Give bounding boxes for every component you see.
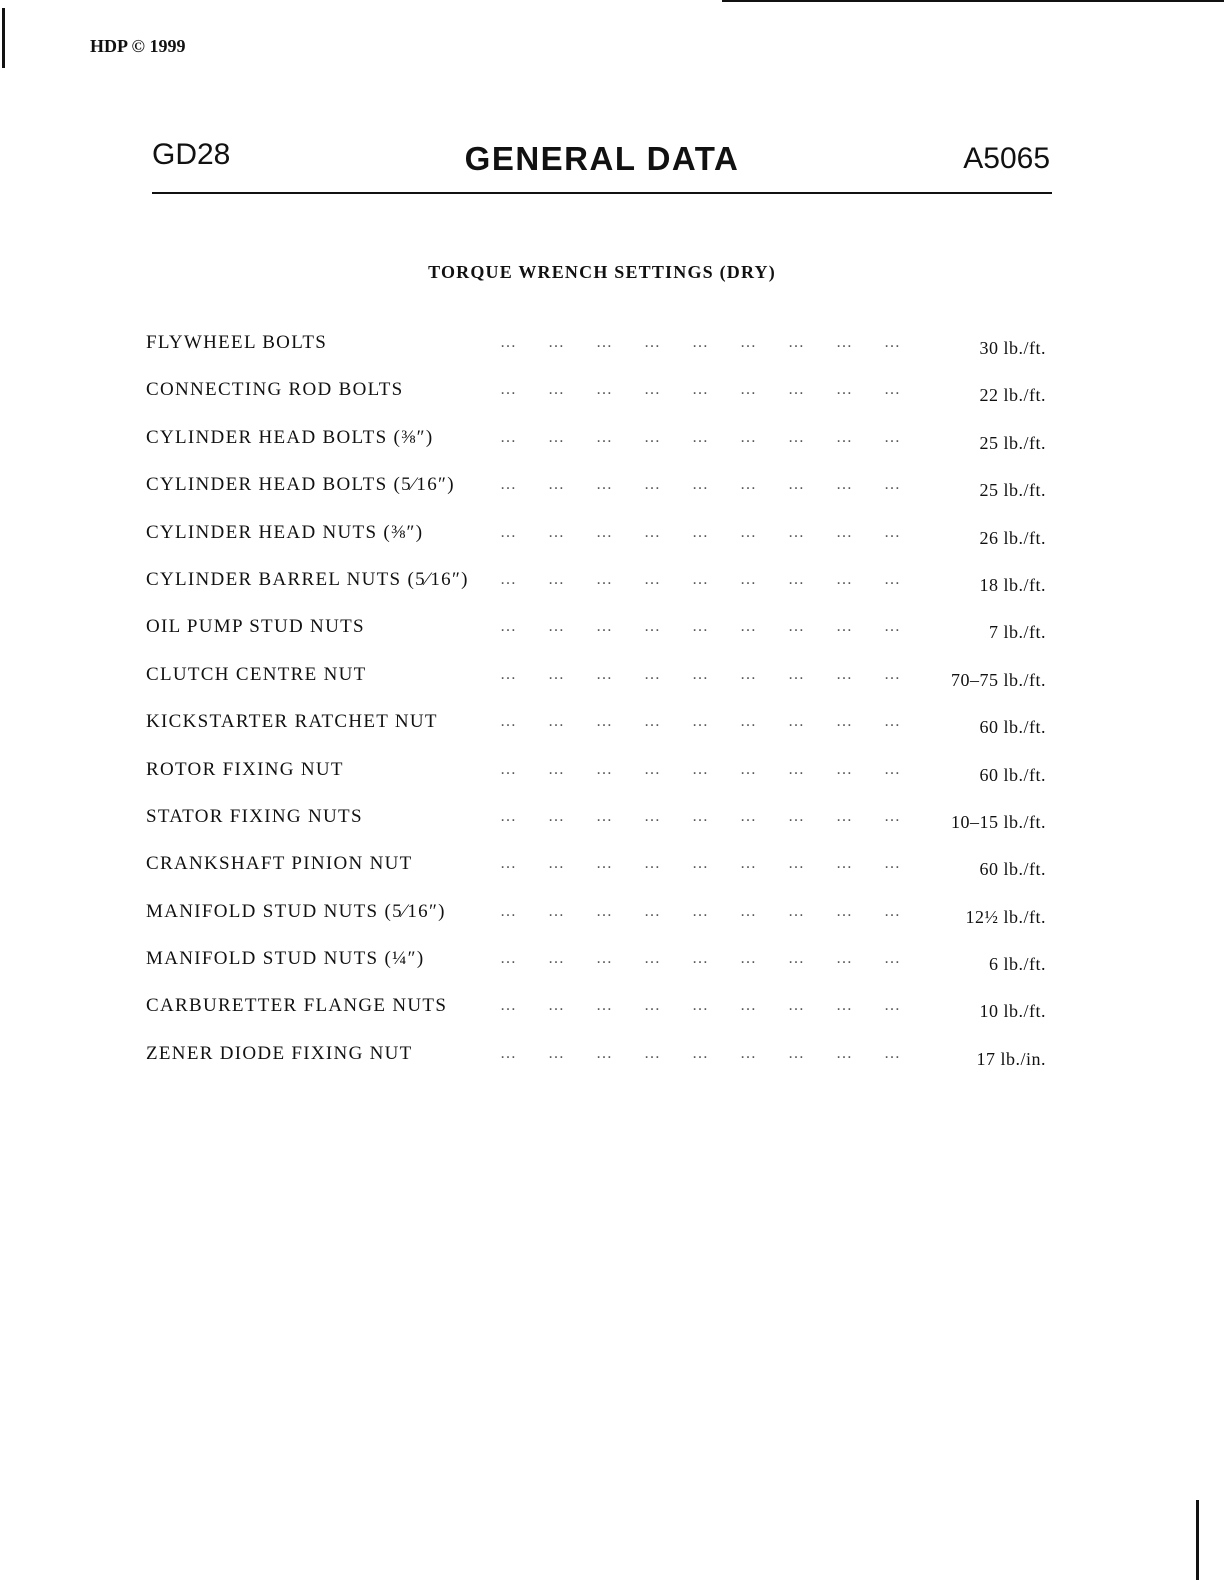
leader-dots: … … … … … … … … … [500,618,900,636]
item-value: 17 lb./in. [976,1048,1046,1069]
item-label: OIL PUMP STUD NUTS [146,616,365,638]
list-item [146,1039,1052,1086]
list-item [146,470,1052,517]
list-item [146,802,1052,849]
leader-dots: … … … … … … … … … [500,570,900,588]
scan-edge-mark-top-left [2,8,5,68]
copyright-notice: HDP © 1999 [90,36,186,56]
leader-dots: … … … … … … … … … [500,713,900,731]
item-value: 60 lb./ft. [979,717,1046,738]
section-code: GD28 [152,138,231,171]
list-item [146,375,1052,422]
list-item [146,328,1052,375]
scan-edge-mark-bottom-right [1196,1500,1199,1580]
leader-dots: … … … … … … … … … [500,428,900,446]
item-value: 70–75 lb./ft. [951,669,1046,690]
item-value: 6 lb./ft. [989,954,1046,975]
scan-edge-mark-top-right [722,0,1224,2]
item-value: 12½ lb./ft. [965,906,1046,927]
list-item [146,755,1052,802]
item-label: MANIFOLD STUD NUTS (5⁄16″) [146,900,446,922]
item-value: 18 lb./ft. [979,574,1046,595]
list-item [146,897,1052,944]
leader-dots: … … … … … … … … … [500,997,900,1015]
list-item [146,849,1052,896]
item-value: 10 lb./ft. [979,1001,1046,1022]
leader-dots: … … … … … … … … … [500,855,900,873]
list-item [146,944,1052,991]
leader-dots: … … … … … … … … … [500,476,900,494]
item-label: CARBURETTER FLANGE NUTS [146,995,448,1017]
item-label: MANIFOLD STUD NUTS (¼″) [146,948,425,970]
leader-dots: … … … … … … … … … [500,807,900,825]
list-item [146,612,1052,659]
leader-dots: … … … … … … … … … [500,902,900,920]
item-label: CYLINDER HEAD BOLTS (⅜″) [146,426,434,448]
list-item [146,565,1052,612]
leader-dots: … … … … … … … … … [500,1044,900,1062]
item-label: FLYWHEEL BOLTS [146,332,328,353]
item-label: CRANKSHAFT PINION NUT [146,853,413,875]
leader-dots: … … … … … … … … … [500,760,900,778]
section-title: TORQUE WRENCH SETTINGS (DRY) [428,262,776,282]
item-value: 26 lb./ft. [979,527,1046,548]
item-label: CONNECTING ROD BOLTS [146,379,404,401]
item-value: 25 lb./ft. [979,480,1046,501]
item-label: CYLINDER HEAD NUTS (⅜″) [146,521,424,543]
item-value: 7 lb./ft. [989,622,1046,643]
list-item [146,518,1052,565]
page-header [152,134,1052,194]
leader-dots: … … … … … … … … … [500,381,900,399]
item-value: 30 lb./ft. [979,338,1046,358]
item-label: CLUTCH CENTRE NUT [146,663,367,685]
item-value: 60 lb./ft. [979,859,1046,880]
item-value: 60 lb./ft. [979,764,1046,785]
item-value: 10–15 lb./ft. [951,811,1046,832]
list-item [146,991,1052,1038]
leader-dots: … … … … … … … … … [500,950,900,968]
document-code: A5065 [963,142,1050,175]
list-item [146,707,1052,754]
item-label: CYLINDER BARREL NUTS (5⁄16″) [146,568,469,590]
item-label: ROTOR FIXING NUT [146,758,344,780]
page-title: GENERAL DATA [464,140,740,177]
item-label: CYLINDER HEAD BOLTS (5⁄16″) [146,474,455,496]
torque-settings-list [146,328,1052,1086]
leader-dots: … … … … … … … … … [500,665,900,683]
item-label: STATOR FIXING NUTS [146,805,363,827]
item-label: KICKSTARTER RATCHET NUT [146,711,438,733]
item-value: 22 lb./ft. [979,385,1046,406]
list-item [146,423,1052,470]
leader-dots: … … … … … … … … … [500,523,900,541]
item-label: ZENER DIODE FIXING NUT [146,1042,413,1064]
list-item [146,660,1052,707]
item-value: 25 lb./ft. [979,432,1046,453]
leader-dots: … … … … … … … … … [500,334,900,351]
